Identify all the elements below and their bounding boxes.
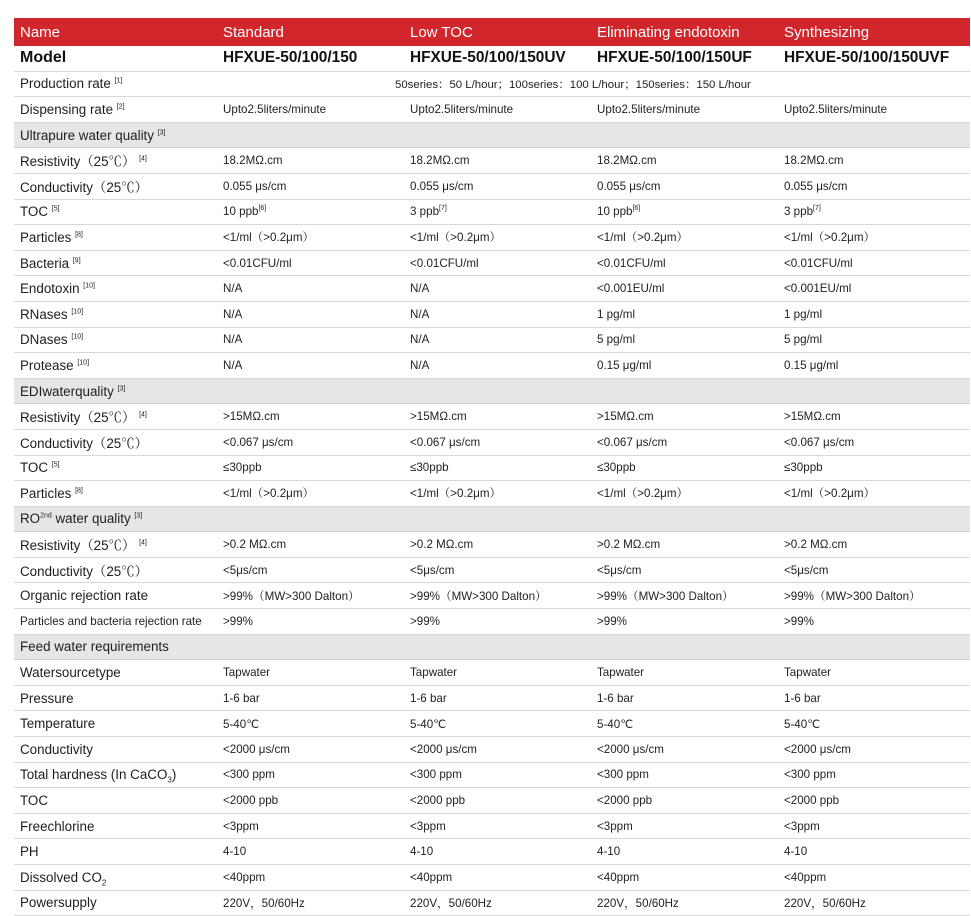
spec-value: 0.055 μs/cm (778, 173, 970, 199)
spec-row-conductivity-25 (14, 173, 970, 199)
dispensing-rate-row (14, 97, 970, 123)
spec-value: <2000 μs/cm (404, 737, 591, 763)
spec-value: <3ppm (591, 813, 778, 839)
spec-value: Tapwater (404, 660, 591, 686)
spec-value: N/A (404, 276, 591, 302)
spec-value: 220V，50/60Hz (778, 890, 970, 916)
section-title: Ultrapure water quality [3] (14, 122, 970, 148)
spec-value: ≤30ppb (217, 455, 404, 481)
spec-value: >99% (591, 609, 778, 635)
spec-value: N/A (217, 327, 404, 353)
model-value: HFXUE-50/100/150UVF (778, 46, 970, 71)
spec-row-freechlorine (14, 813, 970, 839)
spec-label: Resistivity（25℃） [4] (14, 404, 217, 430)
spec-value: N/A (217, 276, 404, 302)
spec-row-total-hardness-in-caco (14, 762, 970, 788)
spec-label: Endotoxin [10] (14, 276, 217, 302)
spec-row-conductivity-25 (14, 557, 970, 583)
spec-value: 10 ppb[6] (217, 199, 404, 225)
spec-row-conductivity-25 (14, 429, 970, 455)
model-row (14, 46, 970, 71)
spec-label: Conductivity (14, 737, 217, 763)
spec-label: DNases [10] (14, 327, 217, 353)
spec-value: 1 pg/ml (778, 301, 970, 327)
spec-value: 1-6 bar (591, 685, 778, 711)
spec-value: <1/ml（>0.2μm） (217, 481, 404, 507)
spec-label: Total hardness (In CaCO$_3$) (14, 762, 217, 788)
spec-label: PH (14, 839, 217, 865)
spec-value: <2000 ppb (778, 788, 970, 814)
spec-value: 18.2MΩ.cm (404, 148, 591, 174)
spec-label: Resistivity（25℃） [4] (14, 532, 217, 558)
spec-label: Conductivity（25℃） (14, 429, 217, 455)
spec-row-toc (14, 788, 970, 814)
spec-row-temperature (14, 711, 970, 737)
model-value: HFXUE-50/100/150 (217, 46, 404, 71)
spec-row-resistivity-25 (14, 404, 970, 430)
spec-value: <40ppm (404, 865, 591, 891)
spec-value: Tapwater (591, 660, 778, 686)
spec-value: 220V，50/60Hz (217, 890, 404, 916)
footnote-ref: [6] (258, 205, 267, 213)
footnote-ref: [1] (114, 77, 123, 85)
spec-value: <2000 μs/cm (591, 737, 778, 763)
spec-value: 5 pg/ml (591, 327, 778, 353)
footnote-ref: [3] (157, 129, 166, 137)
spec-label: RNases [10] (14, 301, 217, 327)
dispensing-rate-label: Dispensing rate [2] (14, 97, 217, 123)
spec-row-powersupply (14, 890, 970, 916)
footnote-ref: [10] (83, 282, 95, 290)
spec-value: <5μs/cm (591, 557, 778, 583)
spec-value: 220V，50/60Hz (591, 890, 778, 916)
spec-value: <0.001EU/ml (591, 276, 778, 302)
spec-value: 0.055 μs/cm (591, 173, 778, 199)
spec-value: 220V，50/60Hz (404, 890, 591, 916)
spec-value: ≤30ppb (404, 455, 591, 481)
spec-value: 0.15 μg/ml (778, 353, 970, 379)
header-standard: Standard (217, 18, 404, 46)
spec-value: <0.01CFU/ml (217, 250, 404, 276)
footnote-ref: [5] (51, 461, 60, 469)
spec-value: 3 ppb[7] (404, 199, 591, 225)
header-eliminating-endotoxin: Eliminating endotoxin (591, 18, 778, 46)
footnote-ref: [4] (139, 155, 147, 163)
header-name: Name (14, 18, 217, 46)
spec-value: 5-40℃ (404, 711, 591, 737)
footnote-ref: [6] (632, 205, 641, 213)
spec-label: Protease [10] (14, 353, 217, 379)
spec-value: >0.2 MΩ.cm (778, 532, 970, 558)
spec-label: Resistivity（25℃） [4] (14, 148, 217, 174)
spec-label: Conductivity（25℃） (14, 173, 217, 199)
spec-value: 1-6 bar (778, 685, 970, 711)
spec-value: >99% (217, 609, 404, 635)
spec-value: >99%（MW>300 Dalton） (217, 583, 404, 609)
spec-value: <0.067 μs/cm (404, 429, 591, 455)
spec-value: 1-6 bar (217, 685, 404, 711)
spec-value: >15MΩ.cm (217, 404, 404, 430)
spec-row-particles (14, 481, 970, 507)
spec-value: <2000 ppb (217, 788, 404, 814)
spec-row-particles (14, 225, 970, 251)
header-low-toc: Low TOC (404, 18, 591, 46)
spec-value: 0.055 μs/cm (404, 173, 591, 199)
spec-label: Freechlorine (14, 813, 217, 839)
footnote-ref: [3] (134, 513, 143, 521)
spec-value: <1/ml（>0.2μm） (778, 225, 970, 251)
footnote-ref: [7] (439, 205, 447, 213)
spec-value: 5-40℃ (591, 711, 778, 737)
spec-value: 1-6 bar (404, 685, 591, 711)
spec-row-toc (14, 199, 970, 225)
spec-value: <1/ml（>0.2μm） (404, 225, 591, 251)
spec-value: 18.2MΩ.cm (591, 148, 778, 174)
spec-value: >99%（MW>300 Dalton） (591, 583, 778, 609)
spec-value: >15MΩ.cm (778, 404, 970, 430)
spec-value: N/A (404, 301, 591, 327)
spec-value: <2000 ppb (404, 788, 591, 814)
spec-row-bacteria (14, 250, 970, 276)
spec-value: >0.2 MΩ.cm (404, 532, 591, 558)
footnote-ref: [4] (139, 539, 147, 547)
production-rate-row (14, 71, 970, 97)
spec-row-dissolved-co (14, 865, 970, 891)
section-edi (14, 378, 970, 404)
spec-value: <40ppm (591, 865, 778, 891)
spec-value: <2000 μs/cm (778, 737, 970, 763)
spec-value: >99%（MW>300 Dalton） (404, 583, 591, 609)
spec-row-rnases (14, 301, 970, 327)
footnote-ref: [9] (72, 257, 81, 265)
spec-value: N/A (217, 301, 404, 327)
spec-value: <1/ml（>0.2μm） (591, 481, 778, 507)
spec-value: <5μs/cm (778, 557, 970, 583)
spec-value: 0.15 μg/ml (591, 353, 778, 379)
spec-value: 3 ppb[7] (778, 199, 970, 225)
spec-value: N/A (404, 327, 591, 353)
spec-value: N/A (217, 353, 404, 379)
spec-value: <3ppm (217, 813, 404, 839)
spec-value: <0.01CFU/ml (404, 250, 591, 276)
spec-value: <0.067 μs/cm (591, 429, 778, 455)
spec-label: TOC [5] (14, 455, 217, 481)
spec-value: <5μs/cm (404, 557, 591, 583)
spec-value: >99% (404, 609, 591, 635)
model-label: Model (14, 46, 217, 71)
spec-value: <40ppm (778, 865, 970, 891)
spec-value: Tapwater (778, 660, 970, 686)
model-value: HFXUE-50/100/150UF (591, 46, 778, 71)
spec-value: >99% (778, 609, 970, 635)
footnote-ref: [7] (813, 205, 821, 213)
footnote-ref: [8] (75, 231, 83, 239)
section-ultrapure (14, 122, 970, 148)
spec-row-protease (14, 353, 970, 379)
spec-row-resistivity-25 (14, 532, 970, 558)
spec-label: Pressure (14, 685, 217, 711)
spec-value: <5μs/cm (217, 557, 404, 583)
spec-value: 18.2MΩ.cm (778, 148, 970, 174)
spec-value: <1/ml（>0.2μm） (591, 225, 778, 251)
section-title: EDIwaterquality [3] (14, 378, 970, 404)
spec-value: N/A (404, 353, 591, 379)
spec-value: <0.067 μs/cm (778, 429, 970, 455)
spec-value: 5-40℃ (217, 711, 404, 737)
spec-row-conductivity (14, 737, 970, 763)
section-title: RO$^{2nd}$ water quality [3] (14, 506, 970, 532)
spec-value: <1/ml（>0.2μm） (778, 481, 970, 507)
spec-value: >15MΩ.cm (591, 404, 778, 430)
spec-value: <300 ppm (591, 762, 778, 788)
spec-label: Conductivity（25℃） (14, 557, 217, 583)
production-rate-value: 50series：50 L/hour；100series：100 L/hour；150series：150 L/hour (217, 71, 970, 97)
production-rate-label: Production rate [1] (14, 71, 217, 97)
spec-value: 10 ppb[6] (591, 199, 778, 225)
spec-value: 4-10 (778, 839, 970, 865)
footnote-ref: [5] (51, 205, 60, 213)
spec-value: >0.2 MΩ.cm (217, 532, 404, 558)
spec-value: <2000 μs/cm (217, 737, 404, 763)
spec-value: <3ppm (778, 813, 970, 839)
header-row (14, 18, 970, 46)
spec-row-watersourcetype (14, 660, 970, 686)
spec-label: TOC [5] (14, 199, 217, 225)
dispensing-rate-value: Upto2.5liters/minute (217, 97, 404, 123)
spec-label: Temperature (14, 711, 217, 737)
dispensing-rate-value: Upto2.5liters/minute (778, 97, 970, 123)
spec-value: <300 ppm (778, 762, 970, 788)
header-synthesizing: Synthesizing (778, 18, 970, 46)
spec-row-endotoxin (14, 276, 970, 302)
footnote-ref: [4] (139, 411, 147, 419)
spec-value: <0.001EU/ml (778, 276, 970, 302)
spec-value: >15MΩ.cm (404, 404, 591, 430)
footnote-ref: [10] (71, 333, 84, 341)
spec-value: ≤30ppb (591, 455, 778, 481)
spec-value: 4-10 (217, 839, 404, 865)
spec-table (14, 18, 970, 916)
spec-label: Powersupply (14, 890, 217, 916)
spec-value: <2000 ppb (591, 788, 778, 814)
dispensing-rate-value: Upto2.5liters/minute (404, 97, 591, 123)
spec-label: Particles and bacteria rejection rate (14, 609, 217, 635)
footnote-ref: [8] (75, 487, 83, 495)
spec-value: <0.067 μs/cm (217, 429, 404, 455)
spec-value: 4-10 (404, 839, 591, 865)
footnote-ref: [10] (77, 359, 90, 367)
footnote-ref: [2] (116, 103, 125, 111)
section-feed (14, 634, 970, 660)
spec-row-dnases (14, 327, 970, 353)
spec-value: <1/ml（>0.2μm） (217, 225, 404, 251)
spec-label: Organic rejection rate (14, 583, 217, 609)
spec-row-toc (14, 455, 970, 481)
model-value: HFXUE-50/100/150UV (404, 46, 591, 71)
section-title: Feed water requirements (14, 634, 970, 660)
spec-row-particles-and-bacteria-rejection-rate (14, 609, 970, 635)
footnote-ref: [3] (117, 385, 126, 393)
spec-value: 18.2MΩ.cm (217, 148, 404, 174)
spec-value: >0.2 MΩ.cm (591, 532, 778, 558)
spec-label: Dissolved $CO_2$ (14, 865, 217, 891)
spec-value: <0.01CFU/ml (591, 250, 778, 276)
spec-value: <1/ml（>0.2μm） (404, 481, 591, 507)
spec-value: <300 ppm (217, 762, 404, 788)
section-ro (14, 506, 970, 532)
spec-label: TOC (14, 788, 217, 814)
spec-value: 4-10 (591, 839, 778, 865)
spec-label: Particles [8] (14, 481, 217, 507)
spec-value: ≤30ppb (778, 455, 970, 481)
spec-value: <40ppm (217, 865, 404, 891)
spec-label: Watersourcetype (14, 660, 217, 686)
dispensing-rate-value: Upto2.5liters/minute (591, 97, 778, 123)
spec-label: Bacteria [9] (14, 250, 217, 276)
spec-row-pressure (14, 685, 970, 711)
spec-value: 0.055 μs/cm (217, 173, 404, 199)
spec-value: <3ppm (404, 813, 591, 839)
spec-value: <0.01CFU/ml (778, 250, 970, 276)
spec-value: Tapwater (217, 660, 404, 686)
footnote-ref: [10] (71, 308, 84, 316)
spec-value: <300 ppm (404, 762, 591, 788)
spec-label: Particles [8] (14, 225, 217, 251)
spec-row-ph (14, 839, 970, 865)
spec-value: >99%（MW>300 Dalton） (778, 583, 970, 609)
spec-value: 5-40℃ (778, 711, 970, 737)
spec-value: 1 pg/ml (591, 301, 778, 327)
spec-row-organic-rejection-rate (14, 583, 970, 609)
spec-value: 5 pg/ml (778, 327, 970, 353)
spec-row-resistivity-25 (14, 148, 970, 174)
